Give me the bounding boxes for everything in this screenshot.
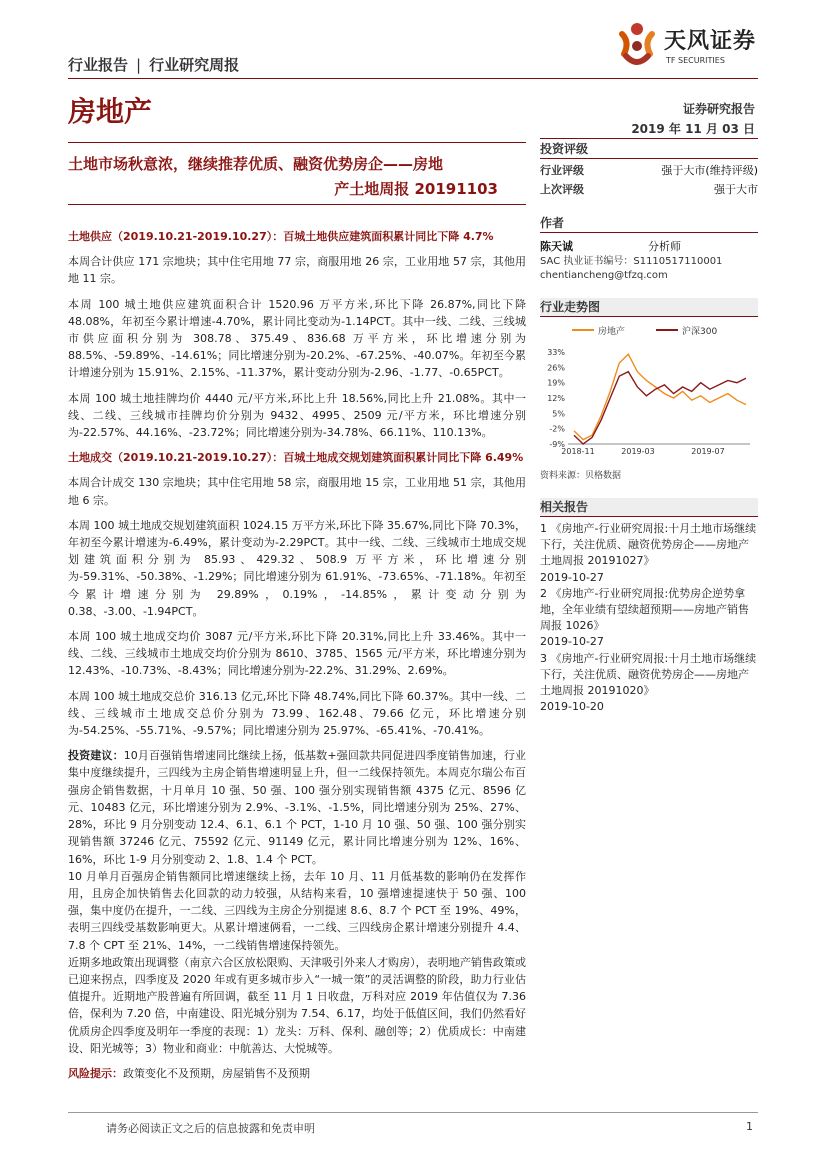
paragraph: 本周 100 城土地成交总价 316.13 亿元,环比下降 48.74%,同比下降 60.37%。其中一线、二线、三线城市土地成交总价分别为 73.99、162.48、79.66 亿元，环比增速分别为-54.25%、-55.71%、-9.57%；同比增速分别为 25.97%、-65.41%、-70.41%。 xyxy=(68,689,526,738)
y-tick-label: 5% xyxy=(552,409,565,419)
related-item[interactable] xyxy=(540,586,758,651)
x-tick-label: 2018-11 xyxy=(561,447,595,456)
series-line-hs300 xyxy=(574,372,746,444)
report-title xyxy=(68,152,498,202)
header-rule xyxy=(68,78,758,79)
related-item-date: 2019-10-27 xyxy=(540,635,604,649)
sector-title: 房地产 xyxy=(68,95,153,128)
previous-rating-value: 强于大市 xyxy=(714,183,758,196)
title-bottom-rule xyxy=(68,204,526,205)
rating-heading: 投资评级 xyxy=(540,140,758,159)
risk-warning-text: 政策变化不及预期，房屋销售不及预期 xyxy=(123,1066,310,1080)
author-heading: 作者 xyxy=(540,214,758,233)
industry-rating-row xyxy=(540,161,758,180)
risk-warning-label: 风险提示： xyxy=(68,1066,123,1080)
logo-english-name: TF SECURITIES xyxy=(666,56,725,65)
paragraph: 本周合计成交 130 宗地块；其中住宅用地 58 宗，商服用地 15 宗，工业用地 51 宗，其他用地 6 宗。 xyxy=(68,476,526,507)
title-rule-right xyxy=(540,138,758,139)
trend-panel xyxy=(540,298,758,317)
y-tick-label: 12% xyxy=(547,394,565,403)
y-tick-label: 33% xyxy=(547,348,565,357)
legend-label: 房地产 xyxy=(598,327,626,337)
risk-warning xyxy=(68,1065,526,1082)
related-item[interactable] xyxy=(540,651,758,716)
related-item-date: 2019-10-20 xyxy=(540,700,604,714)
related-item-title[interactable]: 1 《房地产-行业研究周报:十月土地市场继续下行，关注优质、融资优势房企——房地产土地周报 20191027》 xyxy=(540,522,757,568)
previous-rating-row xyxy=(540,180,758,199)
series-line-realestate xyxy=(574,354,746,439)
tf-securities-logo xyxy=(612,18,762,74)
footer-disclaimer[interactable]: 请务必阅读正文之后的信息披露和免责申明 xyxy=(106,1122,315,1135)
paragraph: 本周 100 城土地供应建筑面积合计 1520.96 万平方米,环比下降 26.87%,同比下降 48.08%，年初至今累计增速-4.70%，累计同比变动为-1.14PCT。其中一线、二线、三线城市供应面积分别为 308.78、375.49、836.68 万平方米，环比增速分别为 88.5%、-59.89%、-14.61%；同比增速分别为-20.2%、-67.25%、-40.07%。年初至今累计增速分别为 15.91%、2.15%、-11.37%，累计变动分别为-2.96、-1.77、-0.65PCT。 xyxy=(68,297,526,380)
report-title-line2: 产土地周报 20191103 xyxy=(334,180,498,198)
author-sac: SAC 执业证书编号：S1110517110001 xyxy=(540,256,723,267)
rating-panel xyxy=(540,140,758,199)
main-content xyxy=(68,228,526,1082)
author-email[interactable]: chentiancheng@tfzq.com xyxy=(540,270,668,281)
related-heading: 相关报告 xyxy=(540,498,758,517)
related-item[interactable] xyxy=(540,521,758,586)
logo-mark-icon xyxy=(612,20,662,72)
logo-chinese-name: 天风证券 xyxy=(664,29,757,54)
trend-chart xyxy=(540,316,758,456)
paragraph: 本周 100 城土地成交规划建筑面积 1024.15 万平方米,环比下降 35.67%,同比下降 70.3%，年初至今累计增速为-6.49%，累计变动为-2.29PCT。其中一线、二线、三线城市土地成交规划建筑面积分别为 85.93、429.32、508.9 万平方米，环比增速分别为-59.31%、-50.38%、-1.29%；同比增速分别为 61.91%、-73.65%、-71.18%。年初至今累计增速分别为 29.89%，0.19%，-14.85%，累计变动分别为 0.38、-3.00、-1.94PCT。 xyxy=(68,518,526,618)
paragraph: 近期多地政策出现调整（南京六合区放松限购、天津吸引外来人才购房），表明地产销售政策或已迎来拐点，四季度及 2020 年或有更多城市步入“一城一策”的灵活调整的阶段，助力行业估值提升。近期地产股普遍有所回调，截至 11 月 1 日收盘，万科对应 2019 年估值仅为 7.36 倍，保利为 7.20 倍，中南建设、阳光城分别为 7.54、6.17，均处于低值区间，我们仍然看好优质房企四季度及明年一季度的表现：1）龙头：万科、保利、融创等；2）优质成长：中南建设、阳光城等；3）物业和商业：中航善达、大悦城等。 xyxy=(68,955,526,1055)
author-name-row xyxy=(540,239,758,255)
report-date: 2019 年 11 月 03 日 xyxy=(631,122,755,136)
footer-rule xyxy=(68,1112,758,1113)
related-item-date: 2019-10-27 xyxy=(540,570,604,584)
industry-rating-value: 强于大市(维持评级) xyxy=(661,164,758,177)
y-tick-label: -9% xyxy=(549,440,565,449)
chart-source: 资料来源：贝格数据 xyxy=(540,471,622,481)
paragraph: 10 月单月百强房企销售额同比增速继续上扬，去年 10 月、11 月低基数的影响仍在发挥作用，且房企加快销售去化回款的动力较强，从结构来看，10 强增速提速快于 50 强、100 强，集中度仍在提升，一二线、三四线为主房企分别提速 8.6、8.7 个 PCT 至 19%、49%，表明三四线受基数影响更大。从累计增速俩看，一二线、三四线房企累计增速分别提升 4.4、7.8 个 CPT 至 21%、14%，一二线销售增速保持领先。 xyxy=(68,869,526,952)
paragraph: 本周 100 城土地成交均价 3087 元/平方米,环比下降 20.31%,同比上升 33.46%。其中一线、二线、三线城市土地成交均价分别为 8610、3785、1565 元/平方米，环比增速分别为 12.43%、-10.73%、-8.43%；同比增速分别为-22.2%、31.29%、2.69%。 xyxy=(68,630,526,678)
y-tick-label: 26% xyxy=(547,363,565,373)
investment-advice xyxy=(68,747,526,867)
report-category xyxy=(68,54,239,75)
related-item-title[interactable]: 3 《房地产-行业研究周报:十月土地市场继续下行，关注优质、融资优势房企——房地产土地周报 20191020》 xyxy=(540,651,757,698)
category-separator: | xyxy=(136,56,142,74)
paragraph: 本周合计供应 171 宗地块；其中住宅用地 77 宗，商服用地 26 宗，工业用地 57 宗，其他用地 11 宗。 xyxy=(68,255,526,286)
section-land-supply-title: 土地供应（2019.10.21-2019.10.27）：百城土地供应建筑面积累计同比下降 4.7% xyxy=(68,230,494,243)
legend-label: 沪深300 xyxy=(682,327,718,337)
related-panel xyxy=(540,498,758,715)
author-name: 陈天诚 xyxy=(540,240,573,253)
previous-rating-label: 上次评级 xyxy=(540,183,584,196)
author-role: 分析师 xyxy=(648,240,681,253)
related-list xyxy=(540,521,758,715)
report-title-line1: 土地市场秋意浓，继续推荐优质、融资优势房企——房地 xyxy=(68,155,444,173)
subcategory-label: 行业研究周报 xyxy=(149,56,240,74)
y-tick-label: -2% xyxy=(549,424,565,434)
paragraph: 本周 100 城土地挂牌均价 4440 元/平方米,环比上升 18.56%,同比上升 21.08%。其中一线、二线、三线城市挂牌均价分别为 9432、4995、2509 元/平方米，环比增速分别为-22.57%、44.16%、-23.72%；同比增速分别为-34.78%、66.11%、110.13%。 xyxy=(68,391,526,440)
industry-rating-label: 行业评级 xyxy=(540,164,584,177)
y-tick-label: 19% xyxy=(547,378,565,388)
title-rule-left xyxy=(68,142,526,143)
investment-advice-text: 10月百强销售增速同比继续上扬，低基数+强回款共同促进四季度销售加速，行业集中度继续提升，三四线为主房企销售增速明显上升，但一二线保持领先。本周克尔瑞公布百强房企销售数据，十月单月 10 强、50 强、100 强分别实现销售额 4375 亿元、8596 亿元、10483 亿元，环比增速分别为 2.9%、-3.1%、-1.5%，同比增速分别为 25%、27%、28%，环比 9 月分别变动 12.4、6.1、6.1 个 PCT，1-10 月 10 强、50 强、100 强分别实现销售额 37246 亿元、75592 亿元、91149 亿元，累计同比增速分别为 12%、16%、16%，环比 1-9 月分别变动 2、1.8、1.4 个 PCT。 xyxy=(68,749,527,866)
section-land-deal-title: 土地成交（2019.10.21-2019.10.27）：百城土地成交规划建筑面积累计同比下降 6.49% xyxy=(68,451,524,465)
x-tick-label: 2019-07 xyxy=(691,447,725,456)
investment-advice-label: 投资建议： xyxy=(68,749,124,763)
trend-heading: 行业走势图 xyxy=(540,298,758,317)
related-item-title[interactable]: 2 《房地产-行业研究周报:优势房企逆势拿地，全年业绩有望续超预期——房地产销售周报 1026》 xyxy=(540,586,749,633)
page-number: 1 xyxy=(746,1120,753,1133)
report-type: 证券研究报告 xyxy=(682,102,755,116)
author-panel xyxy=(540,214,758,283)
x-tick-label: 2019-03 xyxy=(621,447,655,456)
category-label: 行业报告 xyxy=(68,56,129,74)
